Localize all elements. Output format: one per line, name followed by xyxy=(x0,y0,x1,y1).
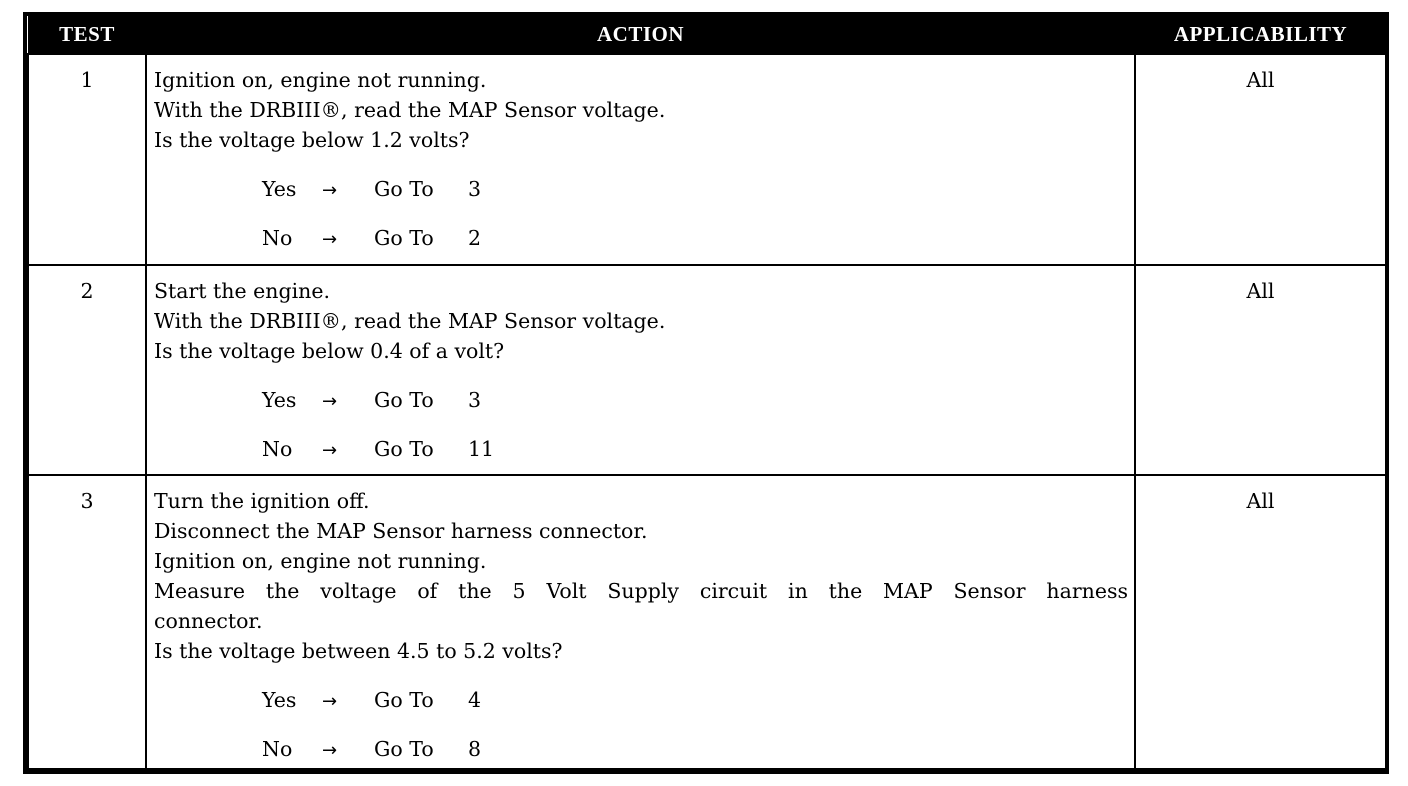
answer-no xyxy=(262,223,1128,253)
column-header-action: ACTION xyxy=(146,16,1135,54)
table-row xyxy=(28,265,1386,475)
table-row xyxy=(28,54,1386,265)
applicability-cell: All xyxy=(1135,54,1386,265)
test-number: 3 xyxy=(28,475,146,769)
column-header-applicability: APPLICABILITY xyxy=(1135,16,1386,54)
answer-label: No xyxy=(262,226,293,250)
goto-label: Go To xyxy=(374,437,434,461)
goto-target: 3 xyxy=(468,388,482,412)
table-row xyxy=(28,475,1386,769)
answer-yes xyxy=(262,174,1128,204)
goto-target: 4 xyxy=(468,688,482,712)
goto-label: Go To xyxy=(374,688,434,712)
column-header-test: TEST xyxy=(28,16,146,54)
action-line: Ignition on, engine not running. xyxy=(154,549,487,573)
goto-label: Go To xyxy=(374,388,434,412)
answer-label: No xyxy=(262,737,293,761)
action-line: Measure the voltage of the 5 Volt Supply circuit in the MAP Sensor harness xyxy=(154,579,1128,603)
diagnostic-table xyxy=(27,16,1387,770)
right-arrow-icon: → xyxy=(322,691,338,712)
right-arrow-icon: → xyxy=(322,229,338,250)
answer-label: Yes xyxy=(262,388,297,412)
answer-list xyxy=(154,685,1128,764)
answer-yes xyxy=(262,685,1128,715)
answer-label: No xyxy=(262,437,293,461)
test-number: 2 xyxy=(28,265,146,475)
action-cell xyxy=(146,54,1135,265)
applicability-cell: All xyxy=(1135,265,1386,475)
action-line: Is the voltage below 1.2 volts? xyxy=(154,128,470,152)
goto-label: Go To xyxy=(374,737,434,761)
right-arrow-icon: → xyxy=(322,391,338,412)
answer-list xyxy=(154,385,1128,464)
goto-target: 3 xyxy=(468,177,482,201)
applicability-cell: All xyxy=(1135,475,1386,769)
goto-label: Go To xyxy=(374,226,434,250)
answer-label: Yes xyxy=(262,177,297,201)
goto-target: 8 xyxy=(468,737,482,761)
right-arrow-icon: → xyxy=(322,740,338,761)
answer-no xyxy=(262,734,1128,764)
goto-target: 2 xyxy=(468,226,482,250)
right-arrow-icon: → xyxy=(322,440,338,461)
answer-yes xyxy=(262,385,1128,415)
answer-label: Yes xyxy=(262,688,297,712)
answer-no xyxy=(262,434,1128,464)
action-cell xyxy=(146,265,1135,475)
action-cell xyxy=(146,475,1135,769)
action-line: Is the voltage between 4.5 to 5.2 volts? xyxy=(154,639,563,663)
action-line: Is the voltage below 0.4 of a volt? xyxy=(154,339,505,363)
test-number: 1 xyxy=(28,54,146,265)
action-line: With the DRBIII®, read the MAP Sensor voltage. xyxy=(154,98,666,122)
action-line: Turn the ignition off. xyxy=(154,489,370,513)
action-line: Start the engine. xyxy=(154,279,331,303)
answer-list xyxy=(154,174,1128,253)
goto-target: 11 xyxy=(468,437,495,461)
action-line: With the DRBIII®, read the MAP Sensor voltage. xyxy=(154,309,666,333)
action-line: connector. xyxy=(154,609,263,633)
diagnostic-table-frame xyxy=(23,12,1389,774)
action-line: Ignition on, engine not running. xyxy=(154,68,487,92)
action-line: Disconnect the MAP Sensor harness connector. xyxy=(154,519,648,543)
right-arrow-icon: → xyxy=(322,180,338,201)
goto-label: Go To xyxy=(374,177,434,201)
table-header-row xyxy=(28,16,1386,54)
